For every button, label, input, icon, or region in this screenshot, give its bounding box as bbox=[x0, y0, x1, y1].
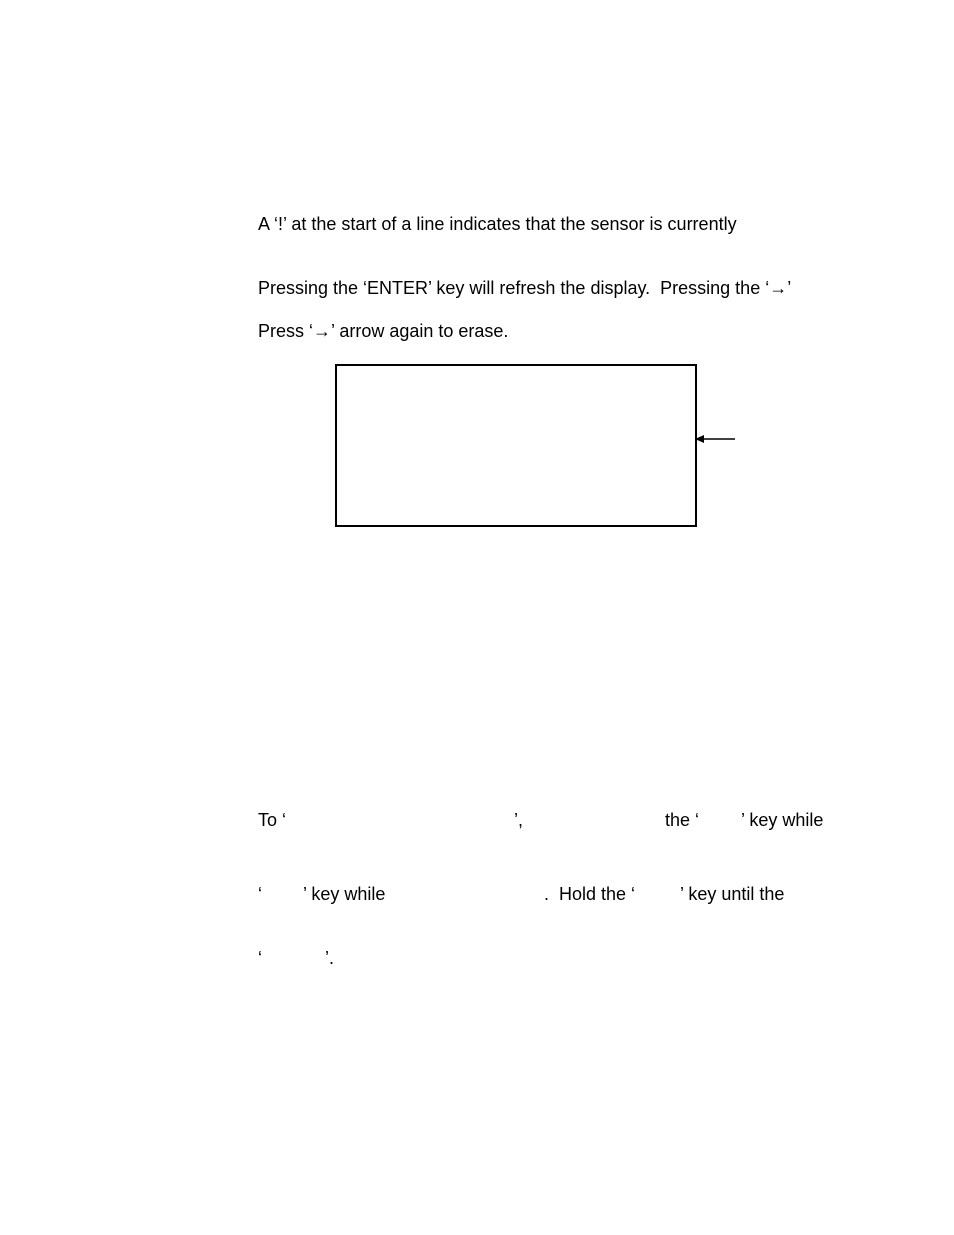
fragment-key-while-2: ’ key while bbox=[303, 884, 386, 904]
fragment-open-quote: ‘ bbox=[258, 884, 262, 904]
fragment-hold-the: . Hold the ‘ bbox=[544, 884, 636, 904]
fragment-to: To ‘ bbox=[258, 810, 287, 830]
fragment-close-quote-period: ’. bbox=[325, 948, 334, 968]
fragment-key-while: ’ key while bbox=[741, 810, 824, 830]
paragraph-enter-key: Pressing the ‘ENTER’ key will refresh the display. Pressing the ‘→’ bbox=[258, 278, 792, 298]
display-screen-box bbox=[335, 364, 697, 527]
fragment-quote-comma: ’, bbox=[514, 810, 523, 830]
fragment-open-quote-2: ‘ bbox=[258, 948, 262, 968]
left-arrow-icon bbox=[695, 431, 737, 447]
paragraph-sensor-indicator: A ‘!’ at the start of a line indicates that the sensor is currently bbox=[258, 214, 737, 234]
paragraph-press-arrow: Press ‘→’ arrow again to erase. bbox=[258, 321, 509, 341]
fragment-key-until-the: ’ key until the bbox=[680, 884, 785, 904]
fragment-the-quote: the ‘ bbox=[665, 810, 700, 830]
